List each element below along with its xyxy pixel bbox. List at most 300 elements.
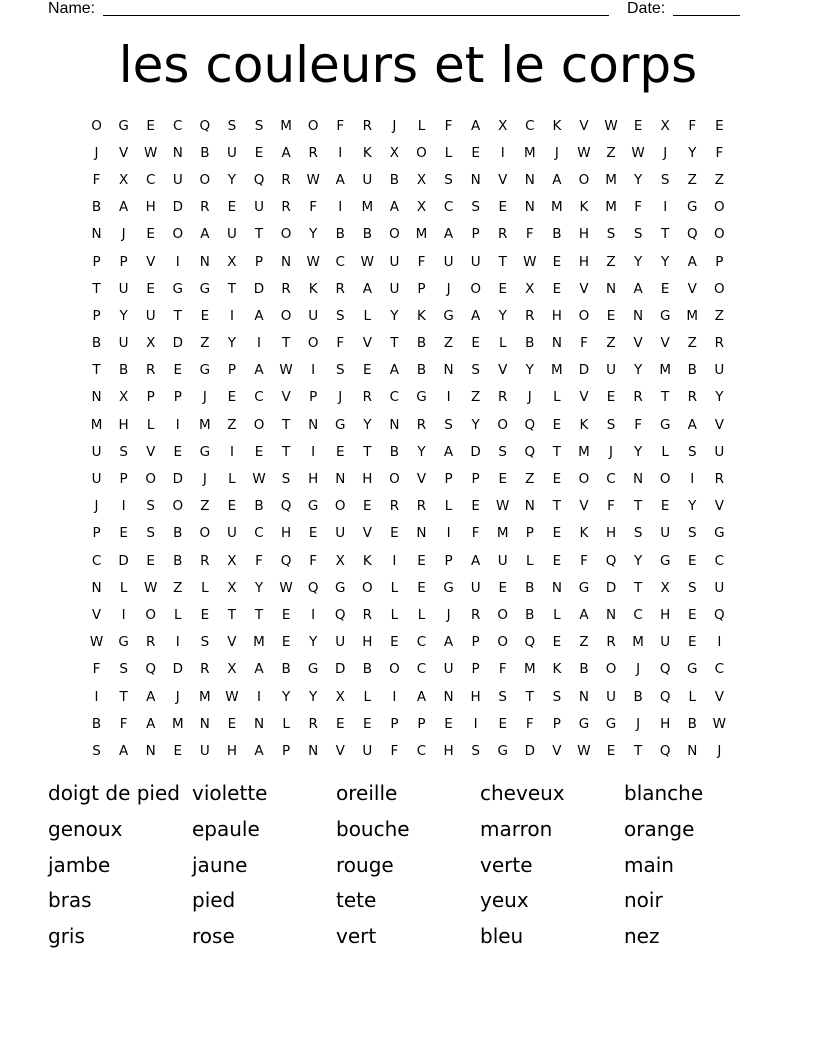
grid-letter: N [253,715,265,732]
grid-letter: F [580,552,588,569]
grid-letter: E [687,606,697,623]
grid-letter: O [578,307,590,324]
grid-letter: O [280,307,292,324]
grid-letter: A [552,171,562,188]
grid-letter: J [94,498,99,515]
grid-letter: G [659,416,671,433]
grid-letter: B [416,335,427,352]
grid-row [83,194,733,221]
grid-letter: L [661,443,669,460]
grid-letter: S [119,443,128,460]
grid-letter: E [173,742,183,759]
grid-letter: G [578,579,590,596]
grid-letter: T [390,335,399,352]
grid-letter: I [392,688,397,705]
grid-letter: U [118,335,129,352]
grid-letter: Z [525,471,535,488]
grid-row [83,547,733,574]
grid-letter: S [281,471,291,488]
grid-letter: R [281,280,291,297]
grid-letter: O [145,471,157,488]
grid-letter: I [446,525,451,542]
grid-letter: C [606,471,616,488]
word-list-item: rouge [336,852,394,877]
grid-letter: P [119,471,128,488]
grid-letter: T [254,226,264,243]
grid-letter: L [553,606,561,623]
grid-letter: O [389,226,400,243]
grid-letter: Q [199,117,211,134]
grid-letter: U [714,443,725,460]
grid-letter: E [173,362,183,379]
grid-letter: W [577,144,591,161]
grid-letter: O [497,606,509,623]
grid-letter: E [146,280,155,297]
grid-letter: Z [471,389,481,406]
grid-row [83,601,733,628]
grid-letter: W [577,742,591,759]
word-list-item: tete [336,888,377,913]
grid-letter: E [471,144,480,161]
grid-letter: V [714,416,724,433]
grid-letter: J [202,471,207,488]
grid-letter: R [470,606,481,623]
grid-letter: O [714,199,725,216]
grid-letter: W [631,144,645,161]
grid-row [83,438,733,465]
grid-letter: N [633,307,644,324]
grid-letter: G [659,307,671,324]
grid-letter: R [416,498,427,515]
grid-letter: O [280,226,292,243]
grid-letter: F [525,715,534,732]
grid-letter: T [92,280,101,297]
grid-letter: S [687,443,697,460]
grid-letter: P [146,389,155,406]
grid-letter: U [606,362,616,379]
grid-letter: F [688,117,697,134]
grid-letter: S [660,171,670,188]
grid-letter: A [389,362,400,379]
grid-letter: Y [363,416,372,433]
grid-letter: O [714,280,725,297]
grid-letter: A [200,226,210,243]
grid-letter: G [335,416,346,433]
grid-letter: V [118,144,129,161]
grid-letter: Q [280,498,292,515]
grid-letter: T [173,307,182,324]
word-list-item: blanche [624,781,704,805]
grid-letter: D [578,362,590,379]
grid-letter: A [362,280,372,297]
name-label: Name: [48,0,96,17]
grid-letter: O [605,661,617,678]
word-list-item: violette [192,781,268,805]
grid-letter: E [119,525,128,542]
grid-letter: E [498,280,507,297]
grid-letter: X [227,552,237,569]
grid-letter: Y [309,634,318,651]
grid-letter: L [146,416,155,433]
grid-letter: M [415,226,428,243]
grid-letter: K [417,307,426,324]
word-list [48,778,768,957]
grid-letter: T [525,688,534,705]
grid-letter: F [119,715,128,732]
page-title: les couleurs et le corps [118,36,698,94]
grid-letter: X [335,688,345,705]
word-list-item: jaune [192,852,248,877]
grid-letter: F [92,171,101,188]
grid-letter: S [687,525,697,542]
grid-letter: G [199,362,211,379]
grid-letter: U [118,280,129,297]
grid-row [83,737,733,764]
grid-letter: A [471,307,481,324]
grid-letter: B [281,661,291,678]
grid-letter: I [229,307,234,324]
word-list-item: cheveux [480,781,565,805]
grid-row [83,465,733,492]
grid-letter: R [200,552,210,569]
grid-letter: E [200,606,210,623]
grid-letter: O [389,661,400,678]
grid-letter: S [146,525,155,542]
grid-row [83,574,733,601]
grid-letter: U [226,144,237,161]
grid-row [83,411,733,438]
grid-letter: O [714,226,725,243]
grid-letter: Y [227,171,237,188]
grid-letter: T [363,443,372,460]
grid-letter: U [470,253,481,270]
grid-letter: J [636,715,641,732]
grid-letter: E [146,117,155,134]
grid-letter: C [714,661,725,678]
grid-letter: K [362,144,372,161]
grid-letter: J [446,606,451,623]
word-list-item: gris [48,924,85,949]
grid-letter: E [200,307,210,324]
grid-letter: V [416,471,427,488]
grid-letter: N [524,199,535,216]
grid-letter: T [227,280,237,297]
grid-letter: F [92,661,101,678]
grid-letter: N [389,416,400,433]
grid-letter: U [714,362,725,379]
date-line[interactable] [673,15,740,16]
grid-letter: C [254,525,264,542]
grid-letter: N [172,144,183,161]
grid-letter: F [580,335,588,352]
grid-letter: E [687,634,697,651]
grid-letter: M [686,307,699,324]
grid-letter: I [257,335,261,352]
grid-letter: G [687,661,698,678]
grid-letter: E [552,552,562,569]
name-line[interactable] [103,15,609,16]
grid-letter: S [687,579,697,596]
grid-letter: O [199,171,211,188]
grid-letter: C [714,552,725,569]
grid-letter: N [524,498,535,515]
grid-letter: W [306,253,320,270]
grid-letter: H [551,307,562,324]
grid-letter: Y [688,144,697,161]
grid-letter: A [443,226,454,243]
grid-letter: S [444,171,453,188]
grid-letter: I [175,416,180,433]
grid-letter: D [470,443,481,460]
grid-letter: R [146,362,156,379]
grid-letter: C [633,606,643,623]
grid-letter: R [200,661,210,678]
grid-letter: Y [309,688,318,705]
grid-letter: Z [200,498,210,515]
grid-row [83,520,733,547]
grid-letter: G [443,307,454,324]
grid-letter: V [227,634,237,651]
grid-letter: P [552,715,561,732]
grid-letter: O [497,416,509,433]
grid-letter: R [714,335,725,352]
grid-letter: L [417,606,426,623]
grid-letter: Z [687,171,697,188]
grid-letter: B [173,525,183,542]
grid-letter: O [172,498,184,515]
grid-letter: S [633,525,643,542]
grid-letter: B [687,715,697,732]
grid-row [83,656,733,683]
grid-letter: P [92,253,101,270]
grid-letter: X [525,280,535,297]
grid-letter: L [553,389,561,406]
grid-letter: F [309,552,318,569]
grid-letter: D [524,742,535,759]
grid-letter: H [362,471,373,488]
grid-letter: P [119,253,128,270]
grid-letter: I [229,443,234,460]
grid-letter: Q [253,171,265,188]
grid-letter: M [90,416,103,433]
grid-letter: C [416,661,427,678]
grid-letter: B [416,362,427,379]
grid-row [83,629,733,656]
grid-letter: A [254,661,264,678]
grid-row [83,302,733,329]
grid-letter: W [225,688,239,705]
grid-letter: L [119,579,128,596]
grid-letter: U [714,579,725,596]
word-list-item: bouche [336,816,410,841]
grid-letter: G [497,742,508,759]
grid-letter: Z [200,335,210,352]
grid-letter: E [552,253,562,270]
grid-letter: D [172,335,183,352]
grid-letter: C [416,742,427,759]
grid-letter: I [690,471,695,488]
grid-letter: O [91,117,102,134]
grid-letter: M [605,171,617,188]
grid-letter: A [443,634,454,651]
grid-letter: Q [307,579,319,596]
grid-letter: X [227,661,237,678]
grid-letter: F [390,742,399,759]
grid-letter: Q [524,443,536,460]
grid-row [83,330,733,357]
grid-letter: O [145,606,157,623]
grid-letter: U [443,661,454,678]
word-list-item: vert [336,924,377,949]
grid-letter: U [497,552,508,569]
grid-letter: E [173,443,183,460]
grid-letter: Z [173,579,183,596]
grid-letter: T [498,253,507,270]
grid-letter: S [146,498,155,515]
grid-letter: N [145,742,156,759]
grid-letter: U [660,525,671,542]
grid-letter: A [471,117,481,134]
grid-letter: V [362,525,372,542]
grid-letter: C [91,552,102,569]
grid-letter: T [227,606,237,623]
grid-letter: E [363,362,372,379]
grid-row [83,275,733,302]
grid-letter: Y [471,416,480,433]
grid-letter: B [389,171,400,188]
grid-letter: O [253,416,265,433]
grid-letter: T [661,389,670,406]
grid-letter: R [281,199,291,216]
grid-letter: A [633,280,643,297]
grid-row [83,493,733,520]
grid-letter: Z [606,253,616,270]
grid-letter: R [498,389,508,406]
grid-letter: P [471,634,480,651]
grid-letter: G [416,389,427,406]
grid-letter: I [717,634,722,651]
grid-letter: Y [715,389,724,406]
grid-letter: E [335,715,345,732]
grid-letter: Q [280,552,292,569]
grid-letter: V [579,389,589,406]
grid-letter: D [253,280,265,297]
grid-letter: S [119,661,128,678]
grid-letter: J [202,389,207,406]
grid-letter: U [362,171,373,188]
grid-letter: N [443,688,454,705]
grid-letter: C [145,171,156,188]
grid-letter: A [146,715,156,732]
grid-letter: H [443,742,454,759]
grid-letter: B [552,226,562,243]
grid-letter: E [498,579,507,596]
grid-letter: Q [659,688,671,705]
grid-letter: M [523,661,536,678]
grid-letter: Y [688,498,697,515]
grid-letter: E [363,715,372,732]
grid-letter: I [311,443,316,460]
grid-letter: F [417,253,426,270]
grid-letter: Y [633,362,643,379]
grid-letter: Y [525,362,534,379]
grid-letter: R [362,117,373,134]
worksheet-header [48,0,748,20]
grid-letter: K [552,661,562,678]
grid-letter: A [254,362,264,379]
grid-letter: B [525,606,535,623]
grid-letter: Y [498,307,507,324]
grid-letter: J [338,389,343,406]
word-list-item: nez [624,924,660,949]
grid-letter: E [281,606,291,623]
grid-letter: V [714,498,724,515]
grid-letter: J [121,226,126,243]
grid-letter: I [500,144,505,161]
grid-letter: T [633,742,643,759]
grid-letter: E [552,280,562,297]
grid-letter: Z [443,335,454,352]
grid-letter: O [199,525,211,542]
grid-letter: L [174,606,182,623]
grid-letter: J [636,661,641,678]
grid-letter: A [254,742,264,759]
grid-letter: Z [606,335,616,352]
grid-letter: O [470,280,481,297]
grid-letter: K [579,199,589,216]
grid-letter: B [687,362,697,379]
grid-letter: L [363,307,372,324]
grid-letter: V [498,362,508,379]
grid-letter: M [171,715,184,732]
grid-letter: C [389,389,400,406]
grid-letter: Z [687,335,697,352]
grid-letter: E [227,199,237,216]
grid-letter: P [227,362,236,379]
grid-letter: Q [524,416,536,433]
grid-letter: Q [524,634,536,651]
grid-letter: C [416,634,427,651]
grid-letter: R [606,634,616,651]
grid-letter: U [389,280,400,297]
grid-letter: Z [606,144,616,161]
grid-letter: P [471,661,480,678]
grid-letter: S [606,416,616,433]
grid-letter: A [335,171,345,188]
grid-letter: B [254,498,264,515]
grid-letter: B [389,443,400,460]
grid-letter: X [660,117,670,134]
grid-letter: F [525,226,534,243]
grid-letter: P [282,742,291,759]
grid-letter: T [254,606,264,623]
grid-letter: V [362,335,372,352]
grid-letter: E [498,471,507,488]
grid-letter: T [119,688,128,705]
grid-letter: I [473,715,478,732]
grid-letter: L [390,579,399,596]
grid-letter: V [579,280,589,297]
grid-row [83,710,733,737]
grid-letter: B [362,661,372,678]
grid-letter: A [254,307,264,324]
grid-letter: U [389,253,400,270]
grid-letter: H [470,688,481,705]
grid-letter: E [254,144,264,161]
grid-letter: F [471,525,480,542]
grid-letter: F [336,335,345,352]
grid-letter: A [579,606,589,623]
